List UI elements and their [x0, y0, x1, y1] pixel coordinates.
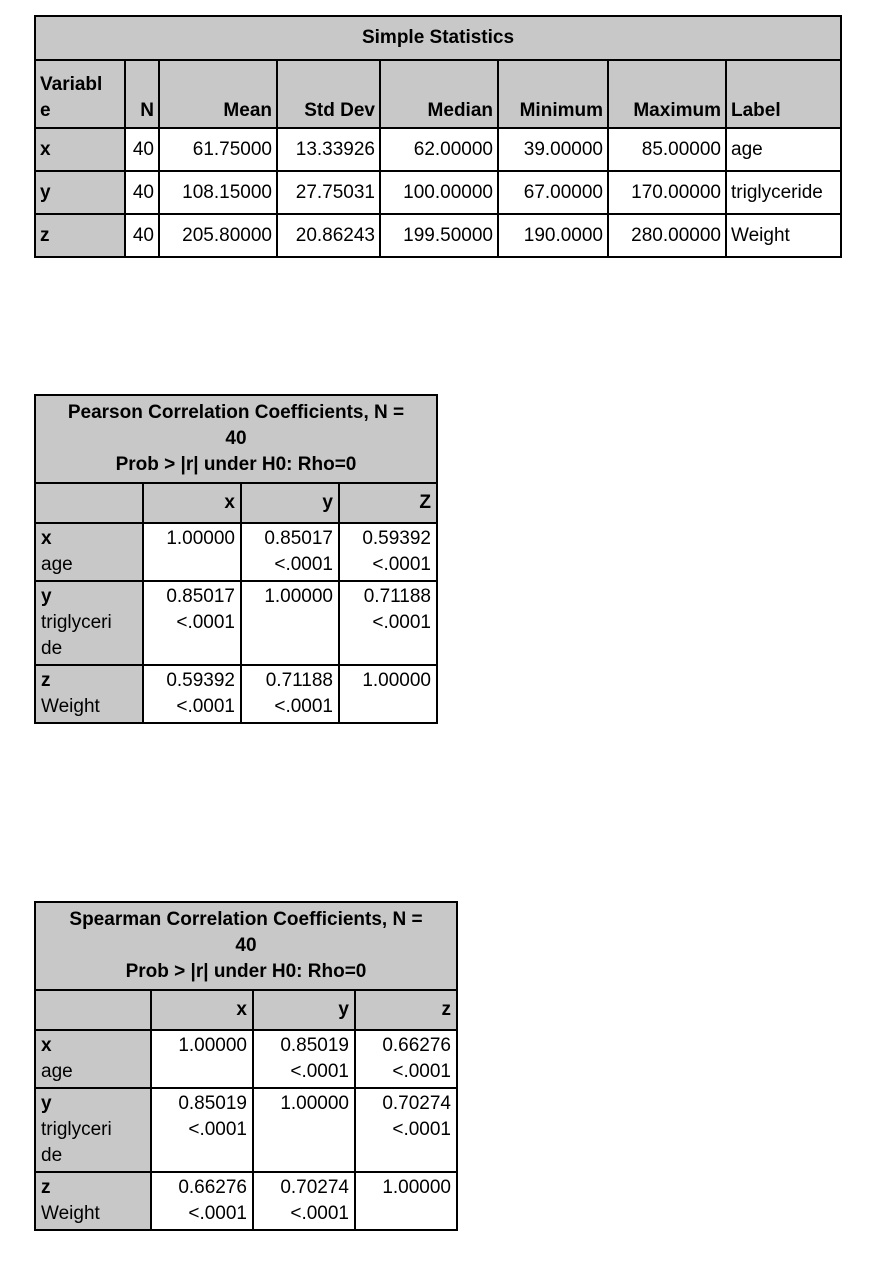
pearson-title-line-3: Prob > |r| under H0: Rho=0 — [115, 454, 357, 475]
correlation-cell — [253, 1030, 355, 1088]
p-value: <.0001 — [290, 1203, 349, 1224]
column-header-y: y — [241, 483, 339, 523]
pearson-correlation-table — [34, 394, 438, 724]
correlation-cell — [143, 581, 241, 665]
column-header-median: Median — [380, 60, 498, 128]
simple-statistics-title: Simple Statistics — [35, 16, 841, 60]
p-value: <.0001 — [176, 696, 235, 717]
pearson-title-line-2: 40 — [225, 428, 247, 449]
cell-std-dev: 20.86243 — [277, 214, 380, 257]
spearman-title-line-1: Spearman Correlation Coefficients, N = — [69, 909, 423, 930]
correlation-value: 1.00000 — [280, 1093, 349, 1114]
correlation-cell — [355, 1088, 457, 1172]
cell-label: Weight — [726, 214, 841, 257]
cell-label: age — [726, 128, 841, 171]
column-header-mean: Mean — [159, 60, 277, 128]
column-header-minimum: Minimum — [498, 60, 608, 128]
column-header-x: x — [151, 990, 253, 1030]
correlation-value: 1.00000 — [264, 586, 333, 607]
table-row — [35, 581, 437, 665]
row-variable-name: y — [41, 1093, 52, 1114]
column-header-std-dev: Std Dev — [277, 60, 380, 128]
correlation-cell — [253, 1172, 355, 1230]
correlation-cell — [241, 523, 339, 581]
correlation-value: 0.66276 — [178, 1177, 247, 1198]
column-header-z: Z — [339, 483, 437, 523]
cell-maximum: 85.00000 — [608, 128, 726, 171]
p-value: <.0001 — [176, 612, 235, 633]
column-header-maximum: Maximum — [608, 60, 726, 128]
correlation-cell — [355, 1172, 457, 1230]
p-value: <.0001 — [392, 1119, 451, 1140]
cell-mean: 205.80000 — [159, 214, 277, 257]
cell-maximum: 280.00000 — [608, 214, 726, 257]
table-row — [35, 1030, 457, 1088]
row-variable-label: triglyceri de — [41, 612, 112, 659]
correlation-cell — [151, 1088, 253, 1172]
pearson-title-line-1: Pearson Correlation Coefficients, N = — [67, 402, 405, 423]
row-variable-name: z — [41, 670, 51, 691]
cell-minimum: 67.00000 — [498, 171, 608, 214]
cell-median: 199.50000 — [380, 214, 498, 257]
column-header-z: z — [355, 990, 457, 1030]
table-row — [35, 171, 841, 214]
row-header-variable: x — [35, 128, 125, 171]
correlation-cell — [355, 1030, 457, 1088]
p-value: <.0001 — [274, 696, 333, 717]
cell-maximum: 170.00000 — [608, 171, 726, 214]
correlation-value: 1.00000 — [178, 1035, 247, 1056]
p-value: <.0001 — [188, 1119, 247, 1140]
cell-mean: 108.15000 — [159, 171, 277, 214]
cell-n: 40 — [125, 214, 159, 257]
row-variable-label: Weight — [41, 696, 100, 717]
cell-median: 62.00000 — [380, 128, 498, 171]
spearman-title-line-2: 40 — [235, 935, 257, 956]
row-header — [35, 523, 143, 581]
correlation-cell — [241, 665, 339, 723]
row-variable-label: age — [41, 554, 73, 575]
table-row — [35, 214, 841, 257]
pearson-title — [35, 395, 437, 483]
correlation-value: 0.59392 — [166, 670, 235, 691]
column-header-label: Label — [726, 60, 841, 128]
spearman-title — [35, 902, 457, 990]
p-value: <.0001 — [372, 554, 431, 575]
row-header-variable: z — [35, 214, 125, 257]
correlation-cell — [151, 1172, 253, 1230]
row-variable-label: Weight — [41, 1203, 100, 1224]
correlation-cell — [339, 581, 437, 665]
row-variable-name: x — [41, 1035, 52, 1056]
table-row — [35, 1088, 457, 1172]
cell-minimum: 190.0000 — [498, 214, 608, 257]
correlation-cell — [241, 581, 339, 665]
correlation-cell — [339, 523, 437, 581]
cell-std-dev: 27.75031 — [277, 171, 380, 214]
row-variable-name: y — [41, 586, 52, 607]
correlation-value: 0.70274 — [382, 1093, 451, 1114]
row-header-variable: y — [35, 171, 125, 214]
correlation-value: 1.00000 — [382, 1177, 451, 1198]
correlation-cell — [143, 665, 241, 723]
corner-cell — [35, 990, 151, 1030]
cell-n: 40 — [125, 171, 159, 214]
p-value: <.0001 — [274, 554, 333, 575]
correlation-cell — [143, 523, 241, 581]
simple-statistics-table — [34, 15, 842, 258]
correlation-cell — [151, 1030, 253, 1088]
correlation-cell — [253, 1088, 355, 1172]
row-header — [35, 1088, 151, 1172]
table-row — [35, 1172, 457, 1230]
column-header-x: x — [143, 483, 241, 523]
correlation-value: 0.71188 — [265, 670, 333, 691]
table-row — [35, 128, 841, 171]
row-variable-name: z — [41, 1177, 51, 1198]
p-value: <.0001 — [372, 612, 431, 633]
row-header — [35, 1030, 151, 1088]
cell-median: 100.00000 — [380, 171, 498, 214]
row-variable-label: triglyceri de — [41, 1119, 112, 1166]
correlation-value: 0.85019 — [178, 1093, 247, 1114]
correlation-value: 0.85019 — [280, 1035, 349, 1056]
cell-minimum: 39.00000 — [498, 128, 608, 171]
table-row — [35, 523, 437, 581]
row-variable-label: age — [41, 1061, 73, 1082]
cell-label: triglyceride — [726, 171, 841, 214]
correlation-value: 0.71188 — [363, 586, 431, 607]
correlation-value: 0.85017 — [264, 528, 333, 549]
cell-mean: 61.75000 — [159, 128, 277, 171]
correlation-value: 0.70274 — [280, 1177, 349, 1198]
correlation-value: 0.59392 — [362, 528, 431, 549]
column-header-y: y — [253, 990, 355, 1030]
row-header — [35, 1172, 151, 1230]
correlation-value: 1.00000 — [362, 670, 431, 691]
p-value: <.0001 — [392, 1061, 451, 1082]
cell-n: 40 — [125, 128, 159, 171]
correlation-cell — [339, 665, 437, 723]
correlation-value: 1.00000 — [166, 528, 235, 549]
correlation-value: 0.85017 — [166, 586, 235, 607]
corner-cell — [35, 483, 143, 523]
correlation-value: 0.66276 — [382, 1035, 451, 1056]
table-row — [35, 665, 437, 723]
column-header-n: N — [125, 60, 159, 128]
row-variable-name: x — [41, 528, 52, 549]
p-value: <.0001 — [290, 1061, 349, 1082]
p-value: <.0001 — [188, 1203, 247, 1224]
spearman-correlation-table — [34, 901, 458, 1231]
spearman-title-line-3: Prob > |r| under H0: Rho=0 — [125, 961, 367, 982]
row-header — [35, 581, 143, 665]
row-header — [35, 665, 143, 723]
column-header-variable: Variabl e — [35, 60, 125, 128]
cell-std-dev: 13.33926 — [277, 128, 380, 171]
